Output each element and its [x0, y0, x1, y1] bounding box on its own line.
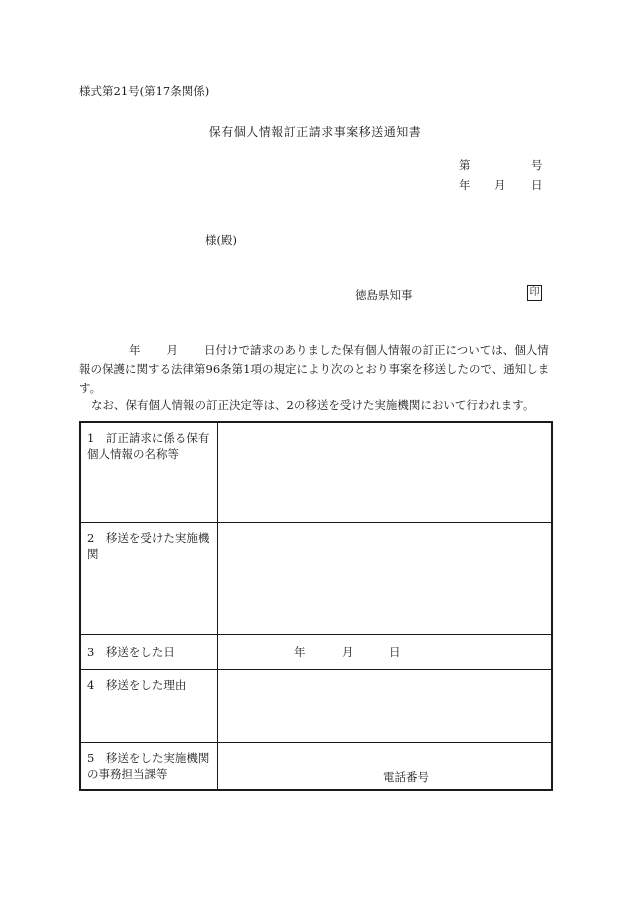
row-value-transfer-reason[interactable]: [218, 670, 551, 743]
document-number-suffix: 号: [531, 158, 543, 172]
table-row: [81, 634, 551, 670]
row-value-transfer-date[interactable]: [218, 635, 551, 670]
transfer-date-year: 年: [294, 645, 306, 659]
document-number-prefix: 第: [459, 158, 471, 172]
notification-table: [79, 421, 553, 791]
addressee: 様(殿): [205, 233, 237, 247]
document-date-day: 日: [531, 178, 543, 192]
transfer-date-month: 月: [342, 645, 354, 659]
body-paragraph-2: なお、保有個人情報の訂正決定等は、2の移送を受けた実施機関において行われます。: [91, 398, 535, 412]
document-date-month: 月: [494, 178, 506, 192]
row-label-transferring-department: 5 移送をした実施機関の事務担当課等: [87, 751, 210, 781]
seal-mark: 印: [527, 285, 542, 301]
body-date-year: 年: [129, 343, 141, 357]
body-date-month: 月: [166, 343, 178, 357]
row-value-transferring-department[interactable]: [218, 743, 551, 790]
table-row: [81, 669, 551, 743]
row-label-receiving-agency: 2 移送を受けた実施機関: [87, 531, 210, 561]
body-paragraph-1-text: 日付けで請求のありました保有個人情報の訂正については、個人情報の保護に関する法律第96条第1項の規定により次のとおり事案を移送したので、通知します。: [79, 343, 550, 395]
row-label-transfer-reason: 4 移送をした理由: [87, 678, 187, 692]
document-date-year: 年: [459, 178, 471, 192]
body-paragraph-1: [79, 341, 553, 398]
row-value-receiving-agency[interactable]: [218, 523, 551, 635]
table-row: [81, 522, 551, 635]
transfer-date-day: 日: [389, 645, 401, 659]
row-label-transfer-date: 3 移送をした日: [87, 645, 175, 659]
table-row: [81, 423, 551, 522]
row-label-request-info: 1 訂正請求に係る保有個人情報の名称等: [87, 431, 210, 461]
table-row: [81, 742, 551, 790]
document-title: 保有個人情報訂正請求事案移送通知書: [208, 125, 422, 139]
phone-number-label: 電話番号: [383, 770, 429, 784]
row-value-request-info[interactable]: [218, 423, 551, 522]
issuer: 徳島県知事: [355, 288, 413, 302]
form-number: 様式第21号(第17条関係): [79, 84, 210, 98]
